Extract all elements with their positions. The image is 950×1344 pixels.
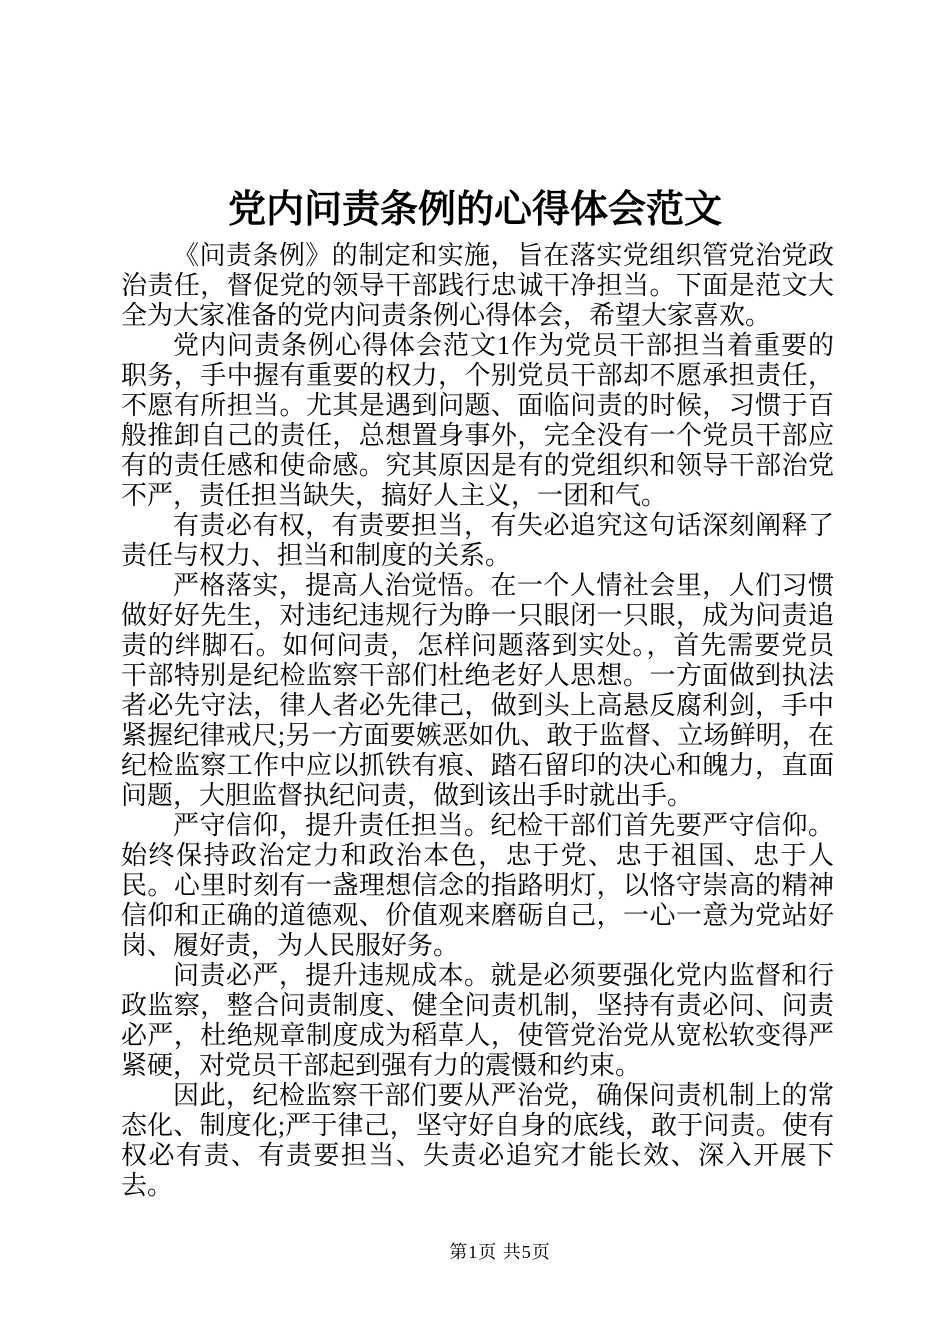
paragraph-intro: 《问责条例》的制定和实施，旨在落实党组织管党治党政治责任，督促党的领导干部践行忠诚干净担当。下面是范文大全为大家准备的党内问责条例心得体会，希望大家喜欢。 bbox=[121, 241, 834, 330]
document-title: 党内问责条例的心得体会范文 bbox=[227, 189, 722, 231]
paragraph-responsibility-power: 有责必有权，有责要担当，有失必追究这句话深刻阐释了责任与权力、担当和制度的关系。 bbox=[121, 511, 834, 570]
page-number-label: 第1页 共5页 bbox=[449, 1242, 551, 1262]
page-footer bbox=[0, 1241, 950, 1263]
paragraph-guard-faith: 严守信仰，提升责任担当。纪检干部们首先要严守信仰。始终保持政治定力和政治本色，忠于党、忠于祖国、忠于人民。心里时刻有一盏理想信念的指路明灯，以恪守崇高的精神信仰和正确的道德观、价值观来磨砺自己，一心一意为党站好岗、履好责，为人民服好务。 bbox=[121, 811, 834, 960]
paragraph-essay-opening: 党内问责条例心得体会范文1作为党员干部担当着重要的职务，手中握有重要的权力，个别党员干部却不愿承担责任，不愿有所担当。尤其是遇到问题、面临问责的时候，习惯于百般推卸自己的责任，总想置身事外，完全没有一个党员干部应有的责任感和使命感。究其原因是有的党组织和领导干部治党不严，责任担当缺失，搞好人主义，一团和气。 bbox=[121, 331, 834, 510]
document-body bbox=[121, 241, 834, 1201]
paragraph-strict-accountability: 问责必严，提升违规成本。就是必须要强化党内监督和行政监察，整合问责制度、健全问责机制，坚持有责必问、问责必严，杜绝规章制度成为稻草人，使管党治党从宽松软变得严紧硬，对党员干部起到强有力的震慑和约束。 bbox=[121, 961, 834, 1080]
paragraph-conclusion: 因此，纪检监察干部们要从严治党，确保问责机制上的常态化、制度化;严于律己，坚守好自身的底线，敢于问责。使有权必有责、有责要担当、失责必追究才能长效、深入开展下去。 bbox=[121, 1081, 834, 1200]
paragraph-strict-implementation: 严格落实，提高人治觉悟。在一个人情社会里，人们习惯做好好先生，对违纪违规行为睁一只眼闭一只眼，成为问责追责的绊脚石。如何问责，怎样问题落到实处。，首先需要党员干部特别是纪检监察干部们杜绝老好人思想。一方面做到执法者必先守法，律人者必先律己，做到头上高悬反腐利剑，手中紧握纪律戒尺;另一方面要嫉恶如仇、敢于监督、立场鲜明，在纪检监察工作中应以抓铁有痕、踏石留印的决心和魄力，直面问题，大胆监督执纪问责，做到该出手时就出手。 bbox=[121, 571, 834, 810]
